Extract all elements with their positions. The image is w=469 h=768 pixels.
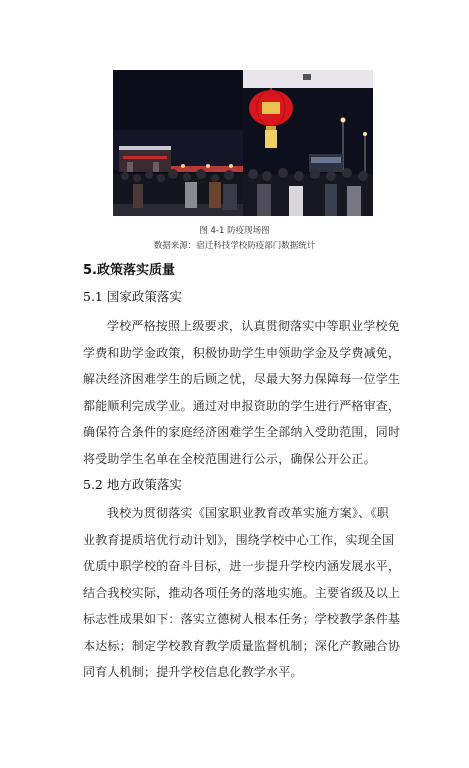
paragraph-line: 都能顺利完成学业。通过对申报资助的学生进行严格审查， xyxy=(83,398,401,413)
paragraph-line: 优质中职学校的奋斗目标，进一步提升学校内涵发展水平， xyxy=(83,559,401,573)
paragraph-line: 标志性成果如下：落实立德树人根本任务；学校教学条件基 xyxy=(83,612,401,626)
figure-source: 数据来源：宿迁科技学校防疫部门数据统计 xyxy=(153,241,316,251)
paragraph-line: 学校严格按照上级要求，认真贯彻落实中等职业学校免 xyxy=(107,319,400,333)
paragraph-line: 解决经济困难学生的后顾之忧，尽最大努力保障每一位学生 xyxy=(83,372,401,386)
paragraph-line: 同育人机制；提升学校信息化教学水平。 xyxy=(83,665,303,679)
paragraph-line: 结合我校实际，推动各项任务的落地实施。主要省级及以上 xyxy=(83,585,401,600)
paragraph-line: 学费和助学金政策，积极协助学生申领助学金及学费减免， xyxy=(83,345,401,360)
section-5-1-paragraph xyxy=(83,313,401,472)
section-5-1-heading: 5.1 国家政策落实 xyxy=(83,289,182,304)
paragraph-line: 本达标；制定学校教育教学质量监督机制；深化产教融合协 xyxy=(83,638,401,653)
section-5-2-heading: 5.2 地方政策落实 xyxy=(83,477,182,492)
section-5-heading: 5.政策落实质量 xyxy=(83,263,175,278)
paragraph-line: 我校为贯彻落实《国家职业教育改革实施方案》、《职 xyxy=(107,506,389,520)
paragraph-line: 确保符合条件的家庭经济困难学生全部纳入受助范围，同时 xyxy=(83,425,401,439)
figure-caption: 图 4-1 防疫现场图 xyxy=(199,226,270,236)
night-gate-crowd-photo xyxy=(113,70,243,216)
red-lantern-crowd-photo xyxy=(243,70,373,216)
paragraph-line: 业教育提质培优行动计划》，围绕学校中心工作，实现全国 xyxy=(83,532,395,547)
section-5-2-paragraph xyxy=(83,500,401,686)
paragraph-line: 将受助学生名单在全校范围进行公示，确保公开公正。 xyxy=(83,451,376,466)
